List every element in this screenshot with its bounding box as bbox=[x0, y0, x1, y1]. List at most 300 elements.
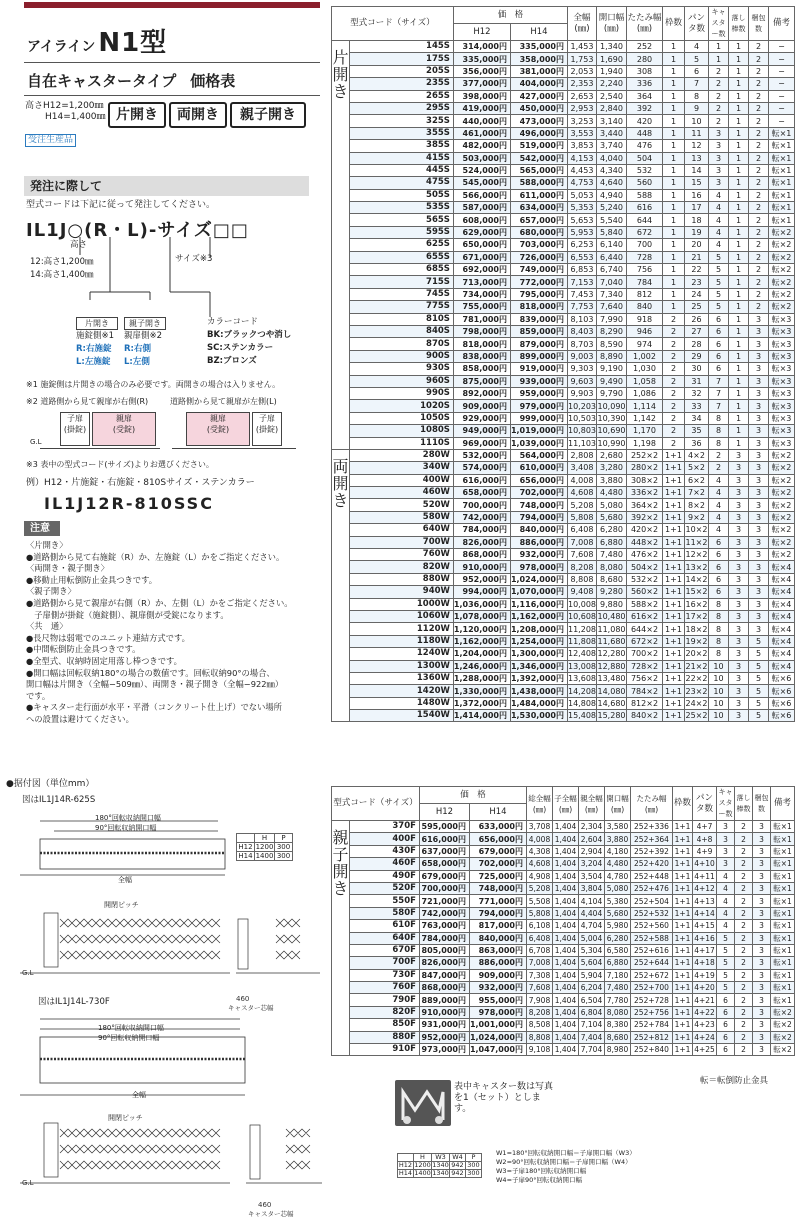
table-cell: 5 bbox=[717, 969, 735, 981]
table-cell: 9,490 bbox=[597, 375, 627, 387]
table-cell: 542,000円 bbox=[510, 152, 567, 164]
table-cell: 4,153 bbox=[568, 152, 597, 164]
table-cell: 2 bbox=[735, 870, 753, 882]
table-cell: 5,980 bbox=[605, 920, 631, 932]
table-cell: 588×2 bbox=[627, 598, 663, 610]
table-cell: 1 bbox=[729, 127, 749, 139]
table-row bbox=[332, 610, 795, 622]
table-cell: 5 bbox=[749, 697, 769, 709]
table-cell: 4+8 bbox=[693, 833, 717, 845]
type-kata: 片開き bbox=[108, 102, 166, 128]
table-cell: 5 bbox=[717, 932, 735, 944]
table-cell: 3 bbox=[729, 536, 749, 548]
table-cell: 転×6 bbox=[769, 685, 795, 697]
table-cell: 3 bbox=[749, 363, 769, 375]
table-cell: 252+504 bbox=[631, 895, 673, 907]
table-cell: 2 bbox=[663, 350, 685, 362]
note-2b: 道路側から見て親扉が左側(L) bbox=[170, 397, 277, 406]
size-code: 930S bbox=[350, 363, 454, 375]
table-cell: 35 bbox=[685, 425, 709, 437]
table-cell: 3 bbox=[753, 944, 771, 956]
table-cell: 8,080 bbox=[597, 561, 627, 573]
table-cell: 1+1 bbox=[663, 573, 685, 585]
table-cell: 転×1 bbox=[769, 189, 795, 201]
color-sc: SC:ステンカラー bbox=[207, 343, 274, 353]
table-row bbox=[332, 449, 795, 461]
table-cell: 3 bbox=[749, 437, 769, 449]
table-cell: 8,380 bbox=[605, 1019, 631, 1031]
size-code: 295S bbox=[350, 102, 454, 114]
table-cell: 11 bbox=[685, 127, 709, 139]
table-cell: 4+20 bbox=[694, 983, 715, 993]
table-row bbox=[332, 710, 795, 722]
table-cell: 565,000円 bbox=[510, 164, 567, 176]
table-cell: 21 bbox=[685, 251, 709, 263]
table-cell: 1+1 bbox=[663, 536, 685, 548]
table-cell: 3 bbox=[749, 387, 769, 399]
table-cell: 6,280 bbox=[597, 524, 627, 536]
table-cell: 771,000円 bbox=[469, 895, 526, 907]
table-cell: 転×2 bbox=[769, 264, 795, 276]
table-cell: 6,140 bbox=[597, 239, 627, 251]
fig2-h-table: H W3 W4 P H12 1200 1340 942 300 H14 1400 1340 942 300 bbox=[398, 1153, 480, 1177]
table-cell: 1,404 bbox=[553, 944, 579, 956]
table-cell: 5,840 bbox=[597, 226, 627, 238]
table-cell: 280×2 bbox=[627, 462, 663, 474]
table-cell: 5 bbox=[749, 685, 769, 697]
table-cell: 2 bbox=[663, 437, 685, 449]
table-cell: 2,304 bbox=[579, 821, 605, 833]
size-code: 235S bbox=[350, 78, 454, 90]
table-cell: 30 bbox=[685, 363, 709, 375]
table-cell: 2 bbox=[735, 920, 753, 932]
table-row bbox=[332, 189, 795, 201]
table-cell: 1+1 bbox=[673, 1031, 693, 1043]
size-label: サイズ※3 bbox=[175, 254, 213, 264]
table-cell: 616 bbox=[627, 202, 663, 214]
table-cell: 4+22 bbox=[694, 1008, 715, 1018]
table-cell: 6,880 bbox=[597, 536, 627, 548]
table-cell: 8 bbox=[709, 648, 729, 660]
table-cell: 952,000円 bbox=[453, 573, 510, 585]
table-cell: 918 bbox=[627, 313, 663, 325]
table-cell: 728 bbox=[627, 251, 663, 263]
order-badge: 受注生産品 bbox=[25, 134, 76, 147]
table-cell: 転×1 bbox=[769, 140, 795, 152]
size-code: 175S bbox=[350, 53, 454, 65]
table-cell: 転×1 bbox=[771, 882, 795, 894]
table-cell: 25×2 bbox=[685, 711, 708, 721]
table-row bbox=[332, 648, 795, 660]
table-cell: 503,000円 bbox=[453, 152, 510, 164]
table-cell: 4,340 bbox=[597, 164, 627, 176]
table-cell: 転×3 bbox=[769, 437, 795, 449]
size-code: 1540W bbox=[350, 710, 454, 722]
table-cell: 252+588 bbox=[631, 932, 673, 944]
table-cell: 1+1 bbox=[673, 1044, 693, 1056]
size-code: 1480W bbox=[350, 697, 454, 709]
table-cell: 3 bbox=[709, 127, 729, 139]
table-cell: 3 bbox=[749, 350, 769, 362]
table-cell: 32 bbox=[685, 387, 709, 399]
table-cell: − bbox=[769, 65, 795, 77]
table-cell: 252×2 bbox=[627, 449, 663, 461]
size-code: 730F bbox=[350, 969, 420, 981]
table-cell: 1 bbox=[729, 325, 749, 337]
example-label: 例）H12・片施錠・右施錠・810Sサイズ・ステンカラー bbox=[26, 478, 255, 488]
size-code: 810S bbox=[350, 313, 454, 325]
table-cell: 15,408 bbox=[568, 711, 596, 721]
table-cell: 3 bbox=[749, 400, 769, 412]
table-cell: 4+17 bbox=[694, 946, 715, 956]
table-row bbox=[332, 1006, 795, 1018]
table-cell: 610,000円 bbox=[510, 462, 567, 474]
table-cell: 6,408 bbox=[568, 524, 597, 536]
table-cell: 3,740 bbox=[597, 140, 627, 152]
door-diagram-right: 子扉 (掛錠) 親扉 (受錠) G.L bbox=[30, 408, 160, 450]
table-cell: 611,000円 bbox=[510, 189, 567, 201]
table-row bbox=[332, 202, 795, 214]
table-cell: 10,480 bbox=[597, 612, 626, 622]
table-row bbox=[332, 301, 795, 313]
table-cell: 1+1 bbox=[673, 982, 693, 994]
table-cell: 13,480 bbox=[597, 674, 626, 684]
table-cell: 1 bbox=[729, 276, 749, 288]
table-cell: 1 bbox=[729, 189, 749, 201]
table-cell: 15×2 bbox=[685, 587, 708, 597]
size-code: 580W bbox=[350, 511, 454, 523]
size-code: 1000W bbox=[350, 598, 454, 610]
table-cell: 3 bbox=[729, 511, 749, 523]
table-cell: 8,208 bbox=[527, 1006, 553, 1018]
table-cell: 2 bbox=[749, 152, 769, 164]
table-cell: 2 bbox=[735, 1044, 753, 1056]
table-cell: 252+672 bbox=[631, 969, 673, 981]
code-bracket-lines bbox=[60, 237, 230, 322]
table-cell: 3 bbox=[749, 623, 769, 635]
table-cell: 5 bbox=[717, 982, 735, 994]
table-cell: 899,000円 bbox=[510, 350, 567, 362]
table-cell: 3 bbox=[709, 164, 729, 176]
table-cell: 転×6 bbox=[769, 672, 795, 684]
table-cell: 5 bbox=[709, 301, 729, 313]
table-cell: 875,000円 bbox=[453, 375, 510, 387]
table-row bbox=[332, 524, 795, 536]
table-cell: 700×2 bbox=[627, 648, 663, 660]
table-cell: 19×2 bbox=[685, 636, 708, 646]
table-cell: 826,000円 bbox=[419, 957, 469, 969]
table-cell: 859,000円 bbox=[510, 325, 567, 337]
table-cell: 1 bbox=[729, 239, 749, 251]
fig2-open180: 180°回転収納開口幅 bbox=[98, 1024, 164, 1032]
table-cell: 転×2 bbox=[769, 301, 795, 313]
price-table-1 bbox=[331, 6, 795, 722]
table-cell: 転×2 bbox=[769, 536, 795, 548]
table-cell: 2 bbox=[749, 102, 769, 114]
table-cell: 4,640 bbox=[597, 177, 627, 189]
size-code: 565S bbox=[350, 214, 454, 226]
table-cell: 1+1 bbox=[673, 870, 693, 882]
table-cell: 1+1 bbox=[663, 549, 685, 561]
table-cell: 756×2 bbox=[627, 672, 663, 684]
size-code: 535S bbox=[350, 202, 454, 214]
table-cell: 252+476 bbox=[631, 882, 673, 894]
table-cell: 6 bbox=[709, 536, 729, 548]
table-cell: 4+16 bbox=[694, 933, 715, 943]
table-cell: 8,890 bbox=[597, 350, 627, 362]
table-row bbox=[332, 474, 795, 486]
table-cell: 308×2 bbox=[627, 474, 663, 486]
table-row bbox=[332, 462, 795, 474]
table-cell: 721,000円 bbox=[419, 895, 469, 907]
table-cell: 6,440 bbox=[597, 251, 627, 263]
table-cell: 9,903 bbox=[568, 387, 597, 399]
table-cell: 700,000円 bbox=[453, 499, 510, 511]
table-cell: 3 bbox=[709, 140, 729, 152]
size-code: 400F bbox=[350, 833, 420, 845]
table-row bbox=[332, 437, 795, 449]
table-cell: 2,353 bbox=[568, 78, 597, 90]
door-diagram-left: 親扉 (受錠) 子扉 (掛錠) bbox=[172, 408, 302, 450]
table-cell: 3 bbox=[729, 449, 749, 461]
table-cell: 3 bbox=[749, 338, 769, 350]
table-cell: 3,204 bbox=[579, 858, 605, 870]
size-code: 655S bbox=[350, 251, 454, 263]
table-cell: 524,000円 bbox=[453, 164, 510, 176]
table-cell: 13,608 bbox=[568, 674, 596, 684]
table-cell: 6,804 bbox=[579, 1006, 605, 1018]
table-row bbox=[332, 635, 795, 647]
table-cell: 2 bbox=[749, 177, 769, 189]
table-cell: 6 bbox=[717, 1006, 735, 1018]
size-code: 700W bbox=[350, 536, 454, 548]
table-row bbox=[332, 882, 795, 894]
table-cell: 8 bbox=[709, 425, 729, 437]
table-cell: 392×2 bbox=[627, 511, 663, 523]
table-cell: 3 bbox=[753, 870, 771, 882]
table-row bbox=[332, 672, 795, 684]
table-cell: 1,246,000円 bbox=[453, 660, 510, 672]
table-cell: 955,000円 bbox=[469, 994, 526, 1006]
table-cell: 461,000円 bbox=[453, 127, 510, 139]
table-cell: 979,000円 bbox=[510, 400, 567, 412]
table-cell: 748,000円 bbox=[469, 882, 526, 894]
table-cell: 4 bbox=[709, 189, 729, 201]
table-cell: 949,000円 bbox=[453, 425, 510, 437]
table-cell: 2 bbox=[749, 115, 769, 127]
table-cell: 5 bbox=[709, 276, 729, 288]
table-cell: 1,484,000円 bbox=[510, 697, 567, 709]
table-cell: 2,808 bbox=[568, 449, 597, 461]
table-cell: 1 bbox=[663, 189, 685, 201]
table-row bbox=[332, 833, 795, 845]
kata-opt-r: R:右施錠 bbox=[76, 344, 112, 354]
table-cell: 6,580 bbox=[605, 944, 631, 956]
table-cell: 1 bbox=[663, 41, 685, 53]
size-code: 340W bbox=[350, 462, 454, 474]
table-cell: 1 bbox=[729, 90, 749, 102]
table-cell: − bbox=[769, 53, 795, 65]
size-code: 145S bbox=[350, 41, 454, 53]
table-cell: 725,000円 bbox=[469, 870, 526, 882]
t2-th-price: 価 格 bbox=[419, 787, 526, 804]
table-cell: 7 bbox=[709, 375, 729, 387]
table-cell: 7,340 bbox=[597, 288, 627, 300]
table-cell: 1+1 bbox=[663, 487, 685, 499]
t2-th-h12: H12 bbox=[419, 804, 469, 821]
table-row bbox=[332, 561, 795, 573]
table-cell: 252+840 bbox=[631, 1044, 673, 1056]
table-cell: 840,000円 bbox=[469, 932, 526, 944]
table-cell: 1 bbox=[729, 164, 749, 176]
table-cell: 3 bbox=[753, 969, 771, 981]
table-cell: 910,000円 bbox=[453, 561, 510, 573]
table-cell: 587,000円 bbox=[453, 202, 510, 214]
table-cell: 1+1 bbox=[673, 858, 693, 870]
table-cell: 863,000円 bbox=[469, 944, 526, 956]
table-cell: 3,853 bbox=[568, 140, 597, 152]
table-cell: 672×2 bbox=[627, 635, 663, 647]
table-cell: 29 bbox=[685, 350, 709, 362]
table-cell: 3 bbox=[709, 177, 729, 189]
table-cell: 532 bbox=[627, 164, 663, 176]
table-cell: 3 bbox=[729, 549, 749, 561]
table-cell: 2 bbox=[663, 338, 685, 350]
table-cell: 1 bbox=[663, 226, 685, 238]
table-cell: 2 bbox=[709, 462, 729, 474]
table-cell: 12,280 bbox=[597, 649, 626, 659]
table-cell: 1+1 bbox=[673, 994, 693, 1006]
code-template: IL1J○(R・L)-サイズ□□ bbox=[26, 220, 249, 241]
table-cell: 6 bbox=[709, 313, 729, 325]
table-cell: 1,404 bbox=[553, 845, 579, 857]
size-code: 280W bbox=[350, 449, 454, 461]
size-code: 460F bbox=[350, 858, 420, 870]
table-cell: 3 bbox=[753, 920, 771, 932]
table-cell: 20 bbox=[685, 239, 709, 251]
table-cell: 974 bbox=[627, 338, 663, 350]
table-cell: − bbox=[769, 115, 795, 127]
table-cell: 8×2 bbox=[685, 499, 709, 511]
table-cell: 2 bbox=[749, 127, 769, 139]
table-cell: 2 bbox=[663, 412, 685, 424]
table-cell: 3,140 bbox=[597, 115, 627, 127]
table-cell: 16×2 bbox=[685, 599, 708, 609]
table-row bbox=[332, 845, 795, 857]
table-cell: 3,408 bbox=[568, 462, 597, 474]
table-cell: 1 bbox=[729, 152, 749, 164]
table-cell: 4,608 bbox=[568, 487, 597, 499]
table-cell: 734,000円 bbox=[453, 288, 510, 300]
table-cell: 2,680 bbox=[597, 449, 627, 461]
table-cell: 転×3 bbox=[769, 375, 795, 387]
table-cell: 1 bbox=[729, 264, 749, 276]
table-cell: 2 bbox=[749, 53, 769, 65]
table-cell: 11×2 bbox=[685, 537, 708, 547]
table-cell: 2 bbox=[749, 41, 769, 53]
t2-th-pack: 梱包数 bbox=[753, 787, 771, 821]
table-cell: 9,603 bbox=[568, 375, 597, 387]
table-cell: 650,000円 bbox=[453, 239, 510, 251]
table-cell: 8,403 bbox=[568, 325, 597, 337]
table-cell: 1 bbox=[663, 276, 685, 288]
table-cell: 3,880 bbox=[597, 474, 627, 486]
table-cell: 6 bbox=[717, 1044, 735, 1056]
th-open: 開口幅(㎜) bbox=[597, 7, 627, 41]
table-cell: 1,404 bbox=[553, 870, 579, 882]
table-row bbox=[332, 586, 795, 598]
table-cell: 616×2 bbox=[627, 610, 663, 622]
table-cell: 1+1 bbox=[673, 1019, 693, 1031]
oyako-opt-r: R:右側 bbox=[124, 344, 151, 354]
table-cell: 703,000円 bbox=[510, 239, 567, 251]
table-cell: 1,404 bbox=[553, 858, 579, 870]
table-cell: 1+1 bbox=[663, 685, 685, 697]
table-cell: 1,404 bbox=[553, 1044, 579, 1056]
subtitle: 自在キャスタータイプ 価格表 bbox=[27, 72, 236, 90]
size-code: 505S bbox=[350, 189, 454, 201]
table-cell: 11,808 bbox=[568, 636, 596, 646]
product-name: アイライン N1型 bbox=[27, 28, 168, 58]
divider bbox=[24, 62, 320, 63]
table-cell: 4+7 bbox=[693, 821, 717, 833]
table-row bbox=[332, 821, 795, 833]
table-cell: 3 bbox=[753, 821, 771, 833]
table-cell: 2,240 bbox=[597, 78, 627, 90]
table-cell: 476×2 bbox=[627, 549, 663, 561]
table-cell: 3 bbox=[709, 152, 729, 164]
color-bz: BZ:ブロンズ bbox=[207, 356, 257, 366]
table-row bbox=[332, 350, 795, 362]
table-row bbox=[332, 276, 795, 288]
table-cell: 転×3 bbox=[769, 387, 795, 399]
table-cell: 5,080 bbox=[605, 882, 631, 894]
table-cell: 398,000円 bbox=[453, 90, 510, 102]
table-cell: 転×3 bbox=[769, 313, 795, 325]
table-cell: 5 bbox=[749, 648, 769, 660]
table-cell: 868,000円 bbox=[453, 549, 510, 561]
table-cell: 1 bbox=[729, 53, 749, 65]
table-cell: 転×4 bbox=[769, 660, 795, 672]
table-cell: 2 bbox=[735, 982, 753, 994]
table-cell: 616,000円 bbox=[419, 833, 469, 845]
table-cell: 889,000円 bbox=[419, 994, 469, 1006]
size-code: 460W bbox=[350, 487, 454, 499]
table-cell: 1 bbox=[729, 350, 749, 362]
table-cell: 564,000円 bbox=[510, 449, 567, 461]
table-cell: 3 bbox=[753, 957, 771, 969]
fig2-open90: 90°回転収納開口幅 bbox=[98, 1034, 160, 1042]
table-cell: 1+1 bbox=[673, 895, 693, 907]
table-cell: 転×1 bbox=[769, 177, 795, 189]
table-cell: 3 bbox=[749, 499, 769, 511]
table-cell: 8,808 bbox=[568, 573, 597, 585]
note-2: ※2 道路側から見て親扉が右側(R) bbox=[26, 397, 149, 406]
size-code: 840S bbox=[350, 325, 454, 337]
size-code: 900S bbox=[350, 350, 454, 362]
table-cell: 転×1 bbox=[771, 982, 795, 994]
table-cell: 10,608 bbox=[568, 612, 596, 622]
caster-note: 表中キャスター数は写真を1（セット）とします。 bbox=[454, 1082, 554, 1114]
table-cell: 転×3 bbox=[769, 363, 795, 375]
table-cell: 629,000円 bbox=[453, 226, 510, 238]
table-cell: 7×2 bbox=[685, 487, 709, 499]
table-cell: 3 bbox=[717, 845, 735, 857]
size-code: 820W bbox=[350, 561, 454, 573]
table-cell: 1,024,000円 bbox=[469, 1031, 526, 1043]
table-cell: 2 bbox=[749, 189, 769, 201]
table-row bbox=[332, 957, 795, 969]
